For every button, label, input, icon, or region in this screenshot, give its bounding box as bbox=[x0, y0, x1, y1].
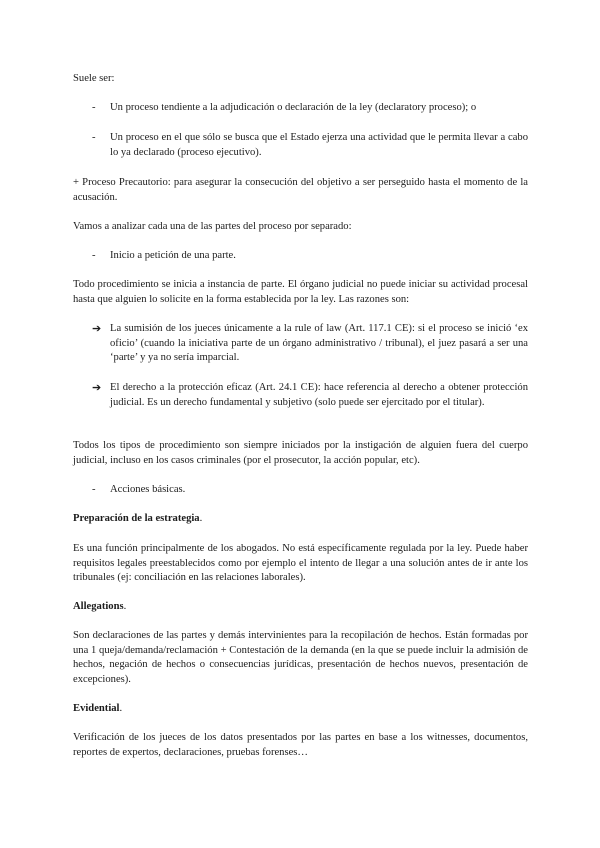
list-item bbox=[92, 131, 528, 160]
dash-bullet: - bbox=[92, 132, 96, 143]
arrow-list-item bbox=[92, 322, 528, 366]
arrow-icon: ➔ bbox=[92, 382, 102, 394]
list-item bbox=[92, 249, 528, 264]
list-item-text: La sumisión de los jueces únicamente a la rule of law (Art. 117.1 CE): si el proceso se inició ‘ex oficio’ (cuando la iniciativa parte de un órgano administrativo / tribunal), el juez pasará a ser una ‘parte’ y ya no sería imparcial. bbox=[110, 323, 528, 364]
section-body: Es una función principalmente de los abogados. No está específicamente regulada por la ley. Puede haber requisitos legales preestablecidos como por ejemplo el intento de llegar a una solución antes de ir ante los tribunales (ej: conciliación en las relaciones laborales). bbox=[73, 543, 528, 584]
heading-label: Evidential bbox=[73, 703, 120, 714]
heading-suffix: . bbox=[119, 703, 123, 714]
arrow-icon: ➔ bbox=[92, 323, 102, 335]
heading-label: Allegations bbox=[73, 601, 124, 612]
list-item-text: Un proceso en el que sólo se busca que el Estado ejerza una actividad que le permita llevar a cabo lo ya declarado (proceso ejecutivo). bbox=[110, 132, 528, 158]
section-heading bbox=[73, 702, 528, 717]
section-body: Verificación de los jueces de los datos presentados por las partes en base a los witnesses, documentos, reportes de expertos, declaraciones, pruebas forenses… bbox=[73, 732, 528, 758]
list-item-text: Acciones básicas. bbox=[110, 484, 186, 495]
dash-bullet: - bbox=[92, 484, 96, 495]
list-item-text: Un proceso tendiente a la adjudicación o declaración de la ley (declaratory proceso); o bbox=[110, 102, 477, 113]
section-heading bbox=[73, 600, 528, 615]
list-item-text: El derecho a la protección eficaz (Art. 24.1 CE): hace referencia al derecho a obtener protección judicial. Es un derecho fundamental y subjetivo (solo puede ser ejercitado por el titular). bbox=[110, 382, 528, 408]
heading-suffix: . bbox=[199, 513, 203, 524]
arrow-list-item bbox=[92, 381, 528, 410]
precautorio-paragraph: + Proceso Precautorio: para asegurar la consecución del objetivo a ser perseguido hasta el momento de la acusación. bbox=[73, 177, 528, 203]
analizar-paragraph: Vamos a analizar cada una de las partes del proceso por separado: bbox=[73, 221, 352, 232]
intro-text: Suele ser: bbox=[73, 73, 115, 84]
todos-tipos-paragraph: Todos los tipos de procedimiento son siempre iniciados por la instigación de alguien fuera del cuerpo judicial, incluso en los casos criminales (por el prosecutor, la acción popular, etc). bbox=[73, 440, 528, 466]
list-item bbox=[92, 483, 528, 498]
list-item-text: Inicio a petición de una parte. bbox=[110, 250, 236, 261]
section-heading bbox=[73, 512, 528, 527]
section-body: Son declaraciones de las partes y demás intervinientes para la recopilación de hechos. Están formadas por una 1 queja/demanda/reclamación + Contestación de la demanda (en la que se puede incluir la admisión de hechos, negación de hechos o consecuencias jurídicas, presentación de hechos nuevos, presentación de excepciones). bbox=[73, 630, 528, 685]
heading-label: Preparación de la estrategia bbox=[73, 513, 200, 524]
todo-procedimiento-paragraph: Todo procedimiento se inicia a instancia de parte. El órgano judicial no puede iniciar su actividad procesal hasta que alguien lo solicite en la forma establecida por la ley. Las razones son: bbox=[73, 279, 528, 305]
dash-bullet: - bbox=[92, 102, 96, 113]
heading-suffix: . bbox=[123, 601, 127, 612]
dash-bullet: - bbox=[92, 250, 96, 261]
list-item bbox=[92, 101, 528, 116]
